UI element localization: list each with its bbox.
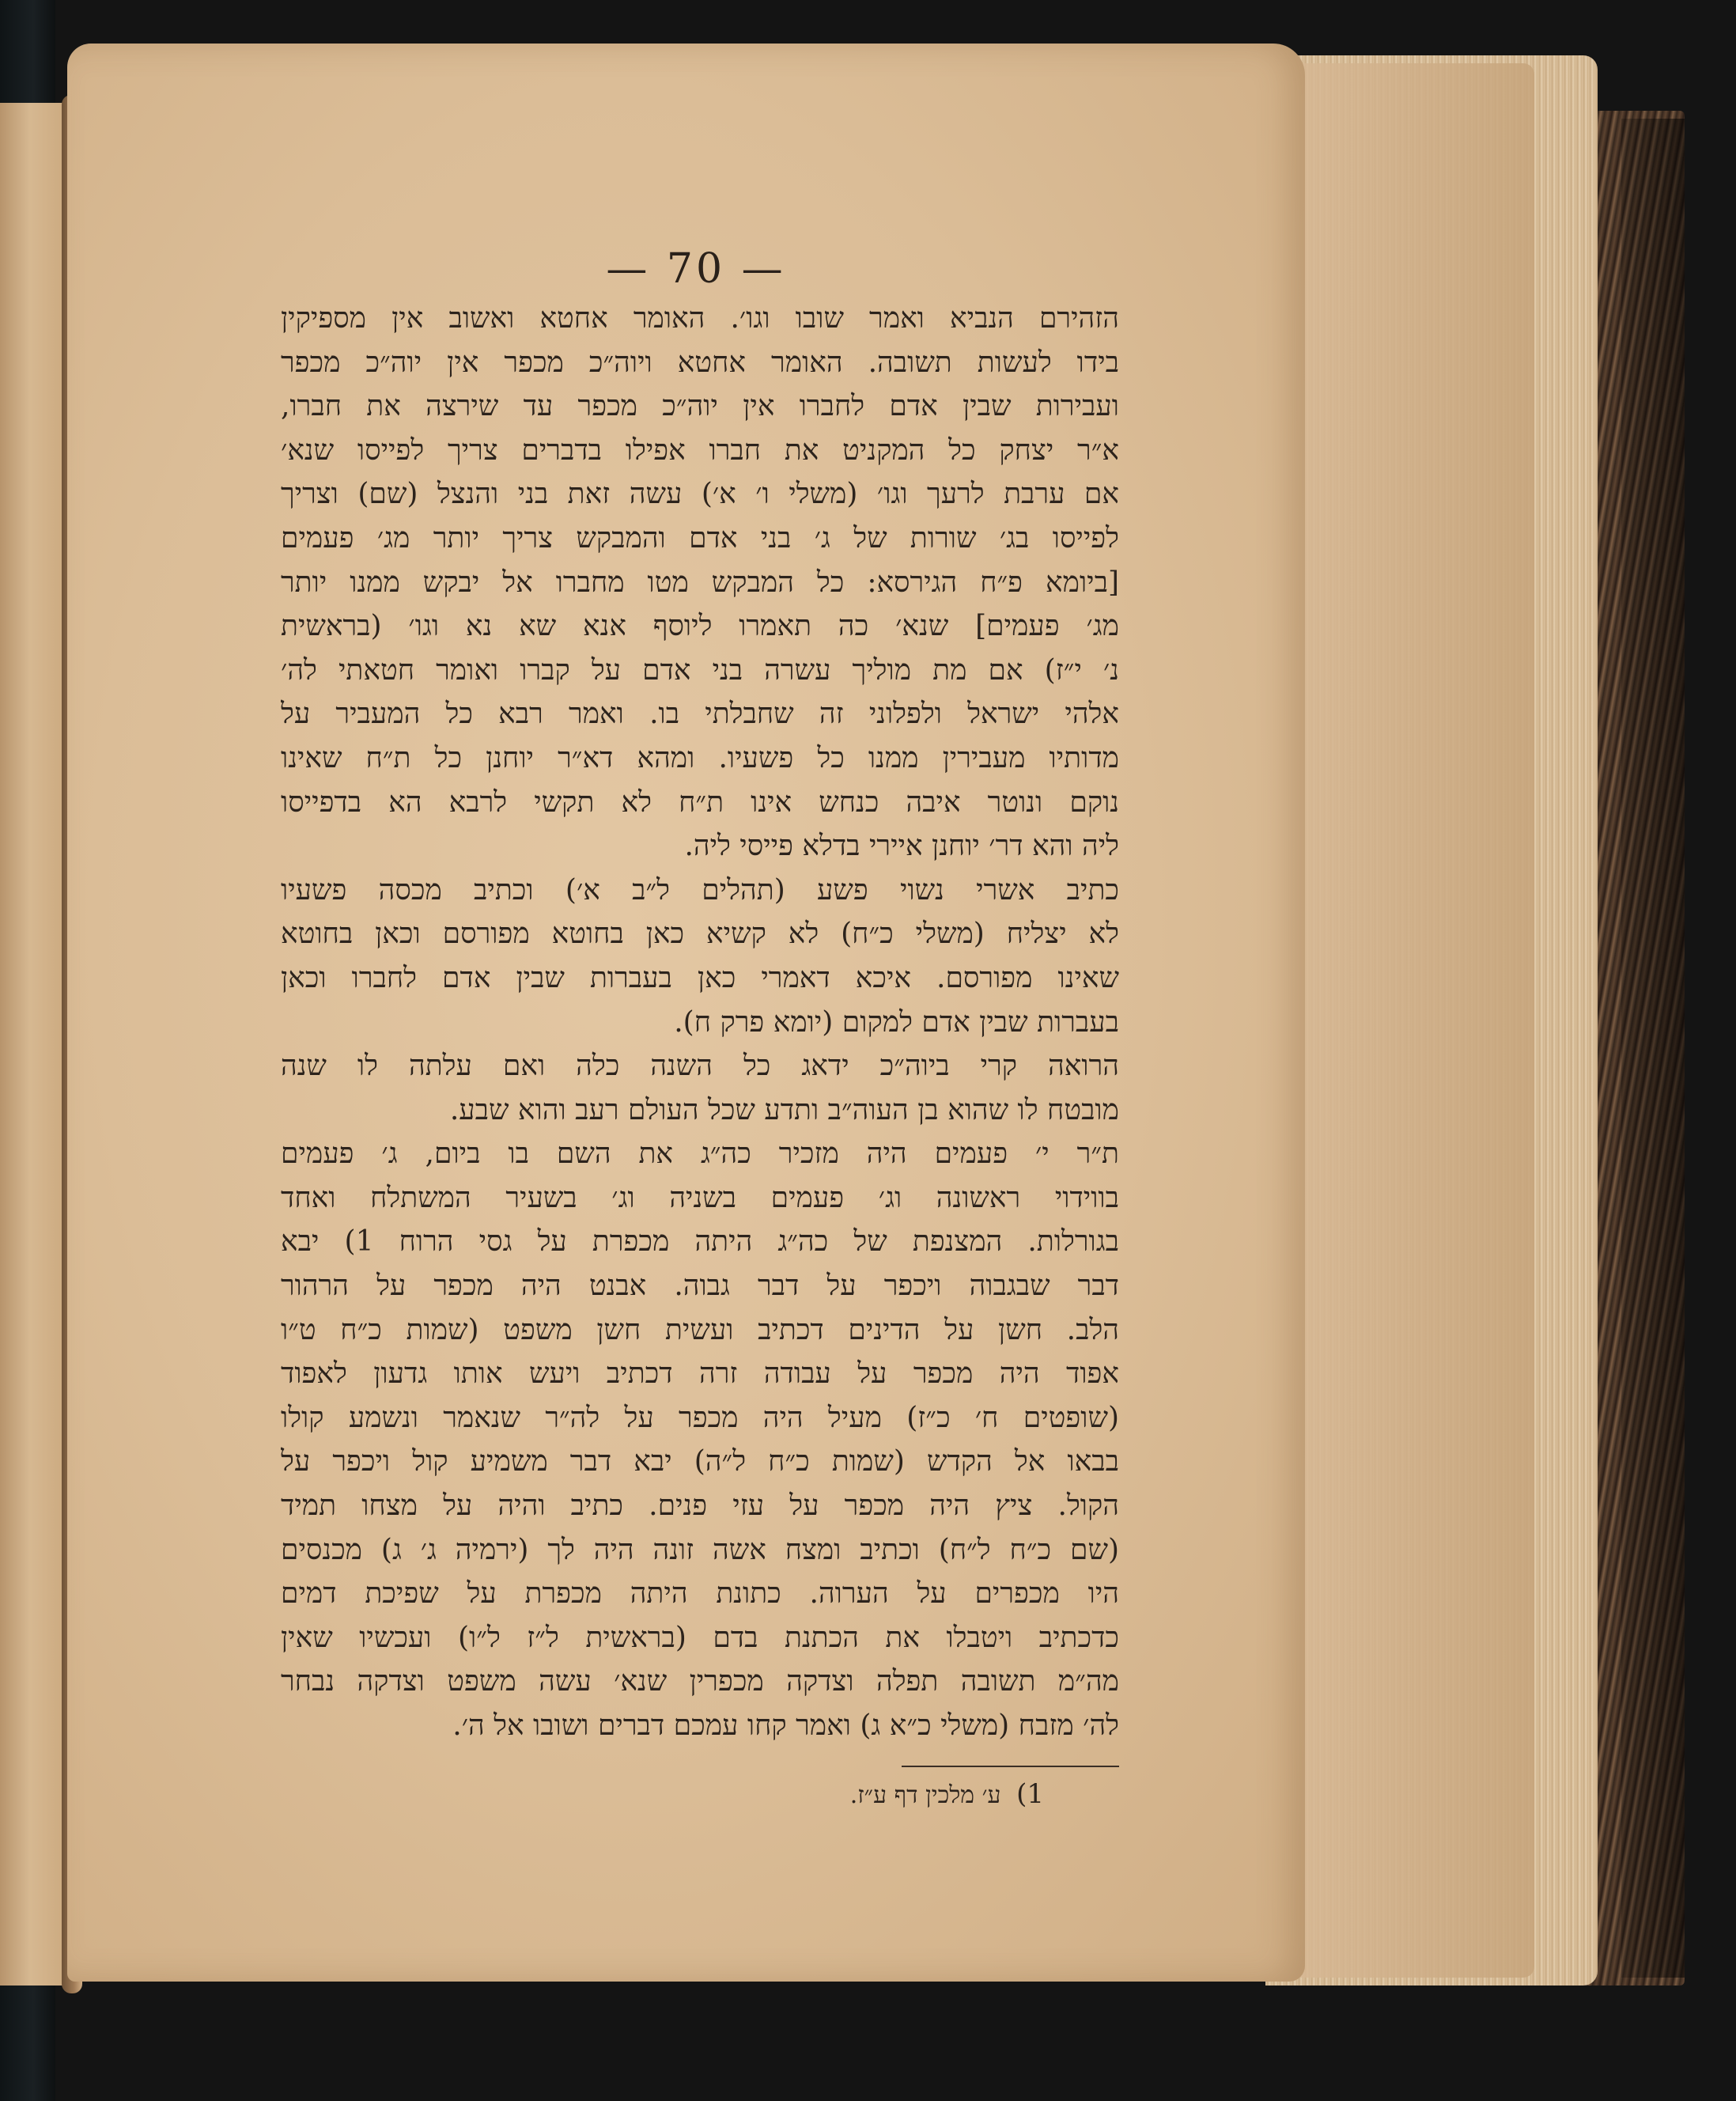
text-line: ועבירות שבין אדם לחברו אין יוה״כ מכפר עד שירצה את חברו, [281, 390, 1119, 423]
text-line: אלהי ישראל ולפלוני זה שחבלתי בו. ואמר רבא כל המעביר על [281, 698, 1119, 731]
text-line: בעברות שבין אדם למקום (יומא פרק ח). [674, 1005, 1119, 1039]
text-line: הקול. ציץ היה מכפר על עזי פנים. כתיב והיה על מצחו תמיד [281, 1490, 1119, 1523]
text-line: לה׳ מזבח (משלי כ״א ג) ואמר קחו עמכם דברים ושובו אל ה׳. [452, 1709, 1119, 1742]
text-line: מג׳ פעמים] שנא׳ כה תאמרו ליוסף אנא שא נא וגו׳ (בראשית [281, 610, 1119, 643]
text-line: נ׳ י״ז) אם מת מוליך עשרה בני אדם על קברו ואומר חטאתי לה׳ [281, 653, 1119, 687]
text-line: אפוד היה מכפר על עבודה זרה דכתיב ויעש אותו גדעון לאפוד [281, 1357, 1119, 1391]
text-line: מובטח לו שהוא בן העוה״ב ותדע שכל העולם רעב והוא שבע. [449, 1093, 1119, 1126]
text-line: [ביומא פ״ח הגירסא: כל המבקש מטו מחברו אל יבקש ממנו יותר [281, 566, 1119, 599]
text-line: הזהירם הנביא ואמר שובו וגו׳. האומר אחטא ואשוב אין מספיקין [281, 302, 1119, 335]
page-number: — 70 — [606, 245, 786, 293]
text-line: הלב. חשן על הדינים דכתיב ועשית חשן משפט (שמות כ״ח ט״ו [281, 1313, 1119, 1346]
text-line: הרואה קרי ביוה״כ ידאג כל השנה כלה ואם עלתה לו שנה [281, 1050, 1119, 1083]
text-line: שאינו מפורסם. איכא דאמרי כאן בעברות שבין אדם לחברו וכאן [281, 961, 1119, 994]
text-line: מדותיו מעבירין ממנו כל פשעיו. ומהא דא״ר יוחנן כל ת״ח שאינו [281, 741, 1119, 774]
text-line: אם ערבת לרעך וגו׳ (משלי ו׳ א׳) עשה זאת בני והנצל (שם) וצריך [281, 478, 1119, 511]
footnote-text: ע׳ מלכין דף ע״ז. [849, 1781, 1001, 1809]
text-line: ליה והא דר׳ יוחנן איירי בדלא פייסי ליה. [684, 830, 1119, 863]
text-line: דבר שבגבוה ויכפר על דבר גבוה. אבנט היה מכפר על הרהור [281, 1270, 1119, 1303]
footnote-divider [902, 1766, 1119, 1767]
text-line: היו מכפרים על הערוה. כתונת היתה מכפרת על שפיכת דמים [281, 1577, 1119, 1611]
text-line: בגורלות. המצנפת של כה״ג היתה מכפרת על גסי הרוח 1) יבא [281, 1225, 1119, 1259]
text-line: כתיב אשרי נשוי פשע (תהלים ל״ב א׳) וכתיב מכסה פשעיו [281, 873, 1119, 907]
cover-shadow [1621, 119, 1685, 1978]
page-stack-inner [1297, 63, 1534, 1978]
text-line: (שופטים ח׳ כ״ז) מעיל היה מכפר על לה״ר שנאמר ונשמע קולו [281, 1401, 1119, 1434]
text-line: (שם כ״ח ל״ח) וכתיב ומצח אשה זונה היה לך (ירמיה ג׳ ג) מכנסים [281, 1533, 1119, 1566]
text-line: נוקם ונוטר איבה כנחש אינו ת״ח לא תקשי לרבא הא בדפייסו [281, 786, 1119, 819]
footnote-marker: 1) [1016, 1778, 1044, 1810]
text-line: בידו לעשות תשובה. האומר אחטא ויוה״כ מכפר אין יוה״כ מכפר [281, 346, 1119, 379]
text-line: לא יצליח (משלי כ״ח) לא קשיא כאן בחוטא מפורסם וכאן בחוטא [281, 918, 1119, 951]
text-line: בווידוי ראשונה וג׳ פעמים בשניה וג׳ בשעיר המשתלח ואחד [281, 1181, 1119, 1214]
text-line: לפייסו בג׳ שורות של ג׳ בני אדם והמבקש צריך יותר מג׳ פעמים [281, 521, 1119, 555]
text-line: א״ר יצחק כל המקניט את חברו אפילו בדברים צריך לפייסו שנא׳ [281, 433, 1119, 467]
page-body-text [281, 297, 1119, 1748]
footnote [791, 1778, 1044, 1810]
text-line: בבאו אל הקדש (שמות כ״ח ל״ה) יבא דבר משמיע קול ויכפר על [281, 1445, 1119, 1478]
text-line: מה״מ תשובה תפלה וצדקה מכפרין שנא׳ עשה משפט וצדקה נבחר [281, 1665, 1119, 1698]
text-line: כדכתיב ויטבלו את הכתנת בדם (בראשית ל״ז ל״ו) ועכשיו שאין [281, 1621, 1119, 1654]
text-line: ת״ר י׳ פעמים היה מזכיר כה״ג את השם בו ביום, ג׳ פעמים [281, 1138, 1119, 1171]
